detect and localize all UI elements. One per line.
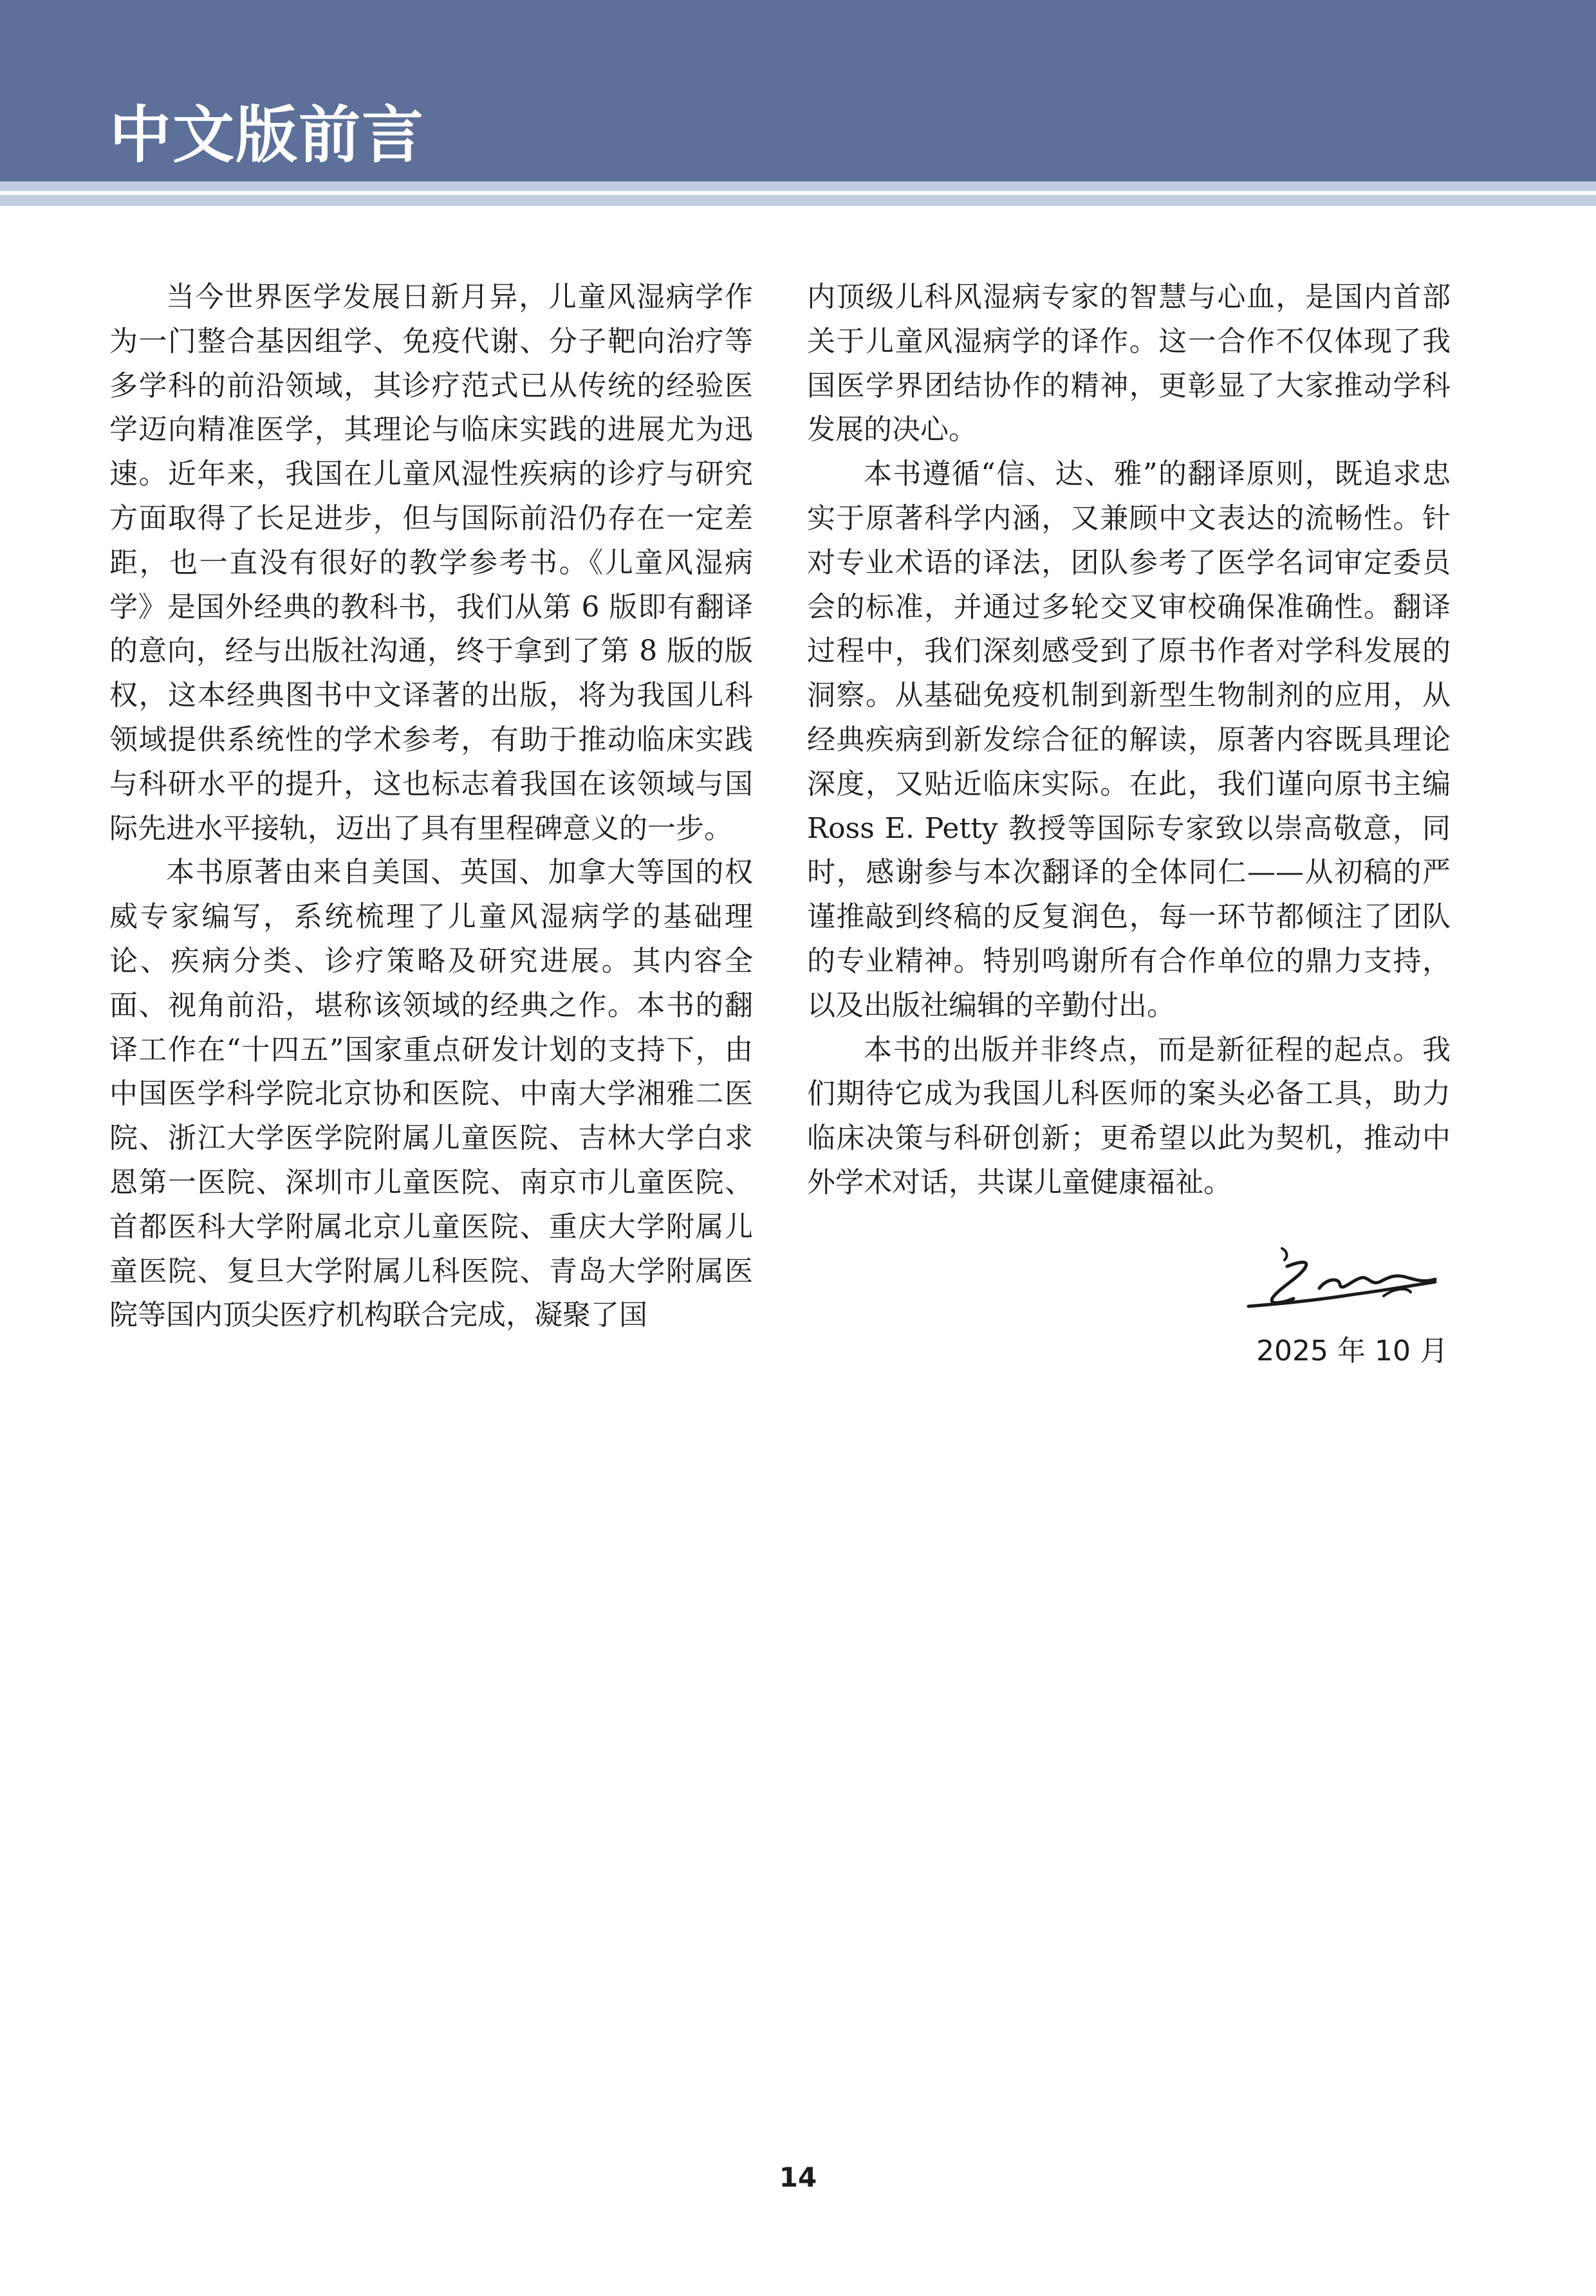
- page-number: 14: [779, 2162, 817, 2193]
- paragraph-intro: 当今世界医学发展日新月异，儿童风湿病学作为一门整合基因组学、免疫代谢、分子靶向治疗等多学科的前沿领域，其诊疗范式已从传统的经验医学迈向精准医学，其理论与临床实践的进展尤为迅速。近年来，我国在儿童风湿性疾病的诊疗与研究方面取得了长足进步，但与国际前沿仍存在一定差距，也一直没有很好的教学参考书。《儿童风湿病学》是国外经典的教科书，我们从第 6 版即有翻译的意向，经与出版社沟通，终于拿到了第 8 版的版权，这本经典图书中文译著的出版，将为我国儿科领域提供系统性的学术参考，有助于推动临床实践与科研水平的提升，这也标志着我国在该领域与国际先进水平接轨，迈出了具有里程碑意义的一步。: [109, 281, 753, 845]
- paragraph-original-authors: 本书原著由来自美国、英国、加拿大等国的权威专家编写，系统梳理了儿童风湿病学的基础理论、疾病分类、诊疗策略及研究进展。其内容全面、视角前沿，堪称该领域的经典之作。本书的翻译工作在“十四五”国家重点研发计划的支持下，由中国医学科学院北京协和医院、中南大学湘雅二医院、浙江大学医学院附属儿童医院、吉林大学白求恩第一医院、深圳市儿童医院、南京市儿童医院、首都医科大学附属北京儿童医院、重庆大学附属儿童医院、复旦大学附属儿科医院、青岛大学附属医院等国内顶尖医疗机构联合完成，凝聚了国: [109, 856, 753, 1332]
- paragraph-closing: 本书的出版并非终点，而是新征程的起点。我们期待它成为我国儿科医师的案头必备工具，助力临床决策与科研创新；更希望以此为契机，推动中外学术对话，共谋儿童健康福祉。: [807, 1033, 1451, 1199]
- page-title: 中文版前言: [109, 99, 425, 171]
- left-column: [109, 275, 753, 1338]
- right-column: [807, 275, 1451, 1205]
- header-divider-stripe: [0, 181, 1596, 206]
- paragraph-translation-principles: 本书遵循“信、达、雅”的翻译原则，既追求忠实于原著科学内涵，又兼顾中文表达的流畅性。针对专业术语的译法，团队参考了医学名词审定委员会的标准，并通过多轮交叉审校确保准确性。翻译过程中，我们深刻感受到了原书作者对学科发展的洞察。从基础免疫机制到新型生物制剂的应用，从经典疾病到新发综合征的解读，原著内容既具理论深度，又贴近临床实际。在此，我们谨向原书主编 Ross E. Petty 教授等国际专家致以崇高敬意，同时，感谢参与本次翻译的全体同仁——从初稿的严谨推敲到终稿的反复润色，每一环节都倾注了团队的专业精神。特别鸣谢所有合作单位的鼎力支持，以及出版社编辑的辛勤付出。: [807, 458, 1451, 1022]
- header-band: [0, 0, 1596, 181]
- signoff-date: 2025 年 10 月: [1256, 1335, 1448, 1367]
- paragraph-continuation: 内顶级儿科风湿病专家的智慧与心血，是国内首部关于儿童风湿病学的译作。这一合作不仅体现了我国医学界团结协作的精神，更彰显了大家推动学科发展的决心。: [807, 281, 1451, 447]
- handwritten-signature: [1242, 1242, 1454, 1326]
